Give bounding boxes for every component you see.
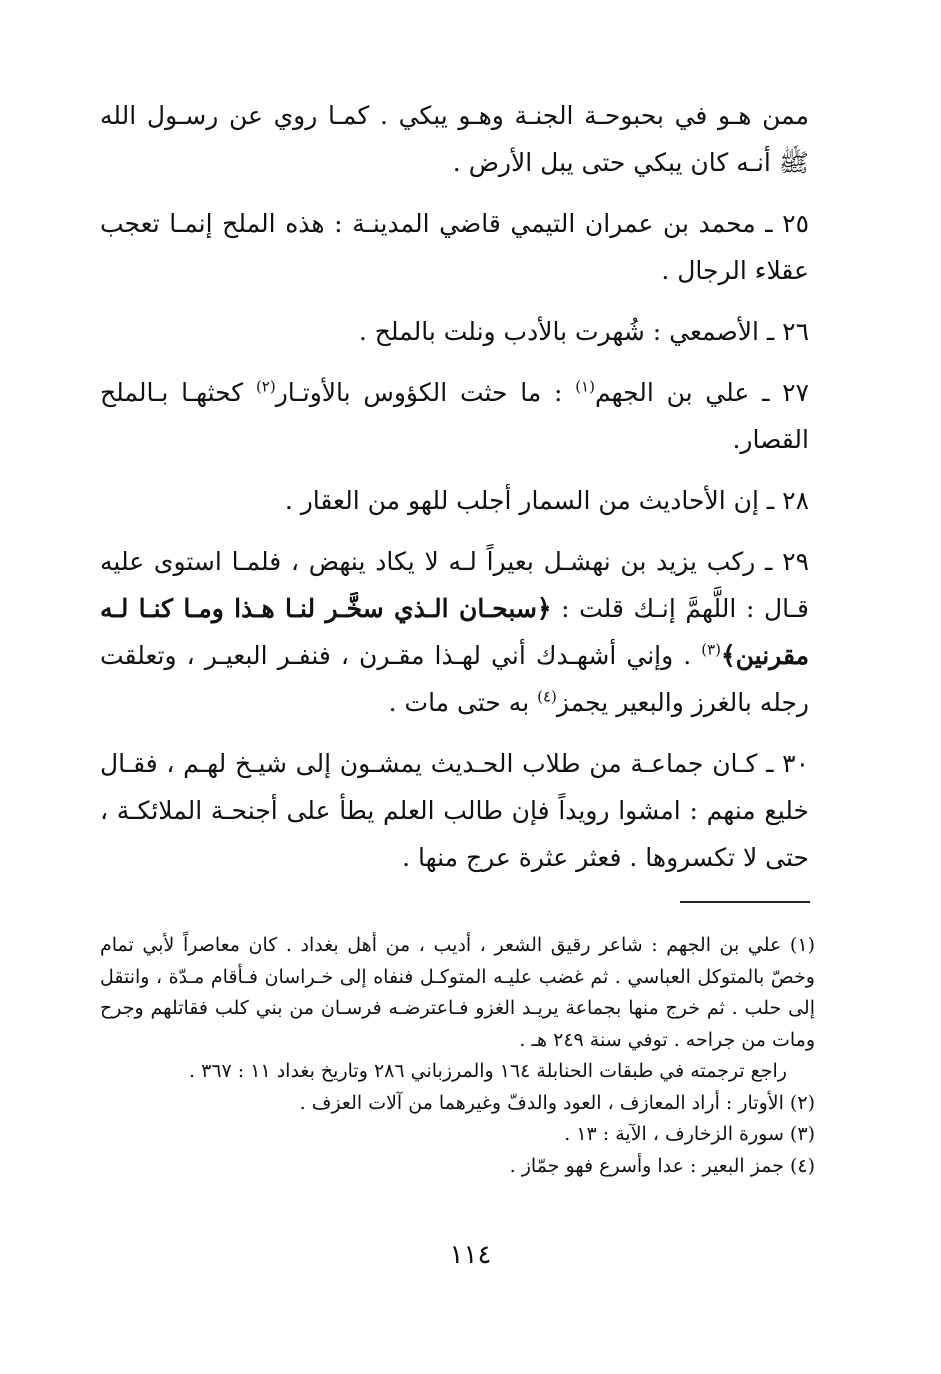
quran-verse: ﴿سبحـان الـذي سخَّـر لنـا هـذا ومـا كنـا لـه مقرنين﴾ (100, 594, 809, 670)
page-number: ١١٤ (449, 1240, 492, 1270)
footnote-ref-4[interactable]: (٤) (537, 687, 557, 706)
paragraph-continuation: ممن هـو في بحبوحـة الجنـة وهـو يبكي . كمـا روي عن رسـول الله ﷺ أنـه كان يبكي حتى يبل الأرض . (100, 101, 809, 177)
footnote-ref-3[interactable]: (٣) (701, 640, 721, 659)
footnotes (100, 930, 815, 1182)
main-text (100, 92, 809, 881)
paragraph-29-start: ٢٩ ـ ركب يزيد بن نهشـل بعيراً لـه لا يكاد ينهض ، فلمـا استوى عليه قـال : اللَّهمَّ إنـك قلت : (100, 547, 810, 623)
footnote-ref-2[interactable]: (٢) (255, 377, 276, 396)
footnote-separator (680, 901, 810, 903)
footnote-4: (٤) جمز البعير : عدا وأسرع فهو جمّاز . (509, 1154, 815, 1177)
paragraph-27 (100, 369, 809, 463)
footnote-1: (١) علي بن الجهم : شاعر رقيق الشعر ، أديب ، من أهل بغداد . كان معاصراً لأبي تمام وخصّ بالمتوكل العباسي . ثم غضب عليـه المتوكـل فنفاه إلى خـراسان فـأقام مـدّة ، وانتقل إلى حلب . ثم خرج منها بجماعة يريـد الغزو فـاعترضـه فرسـان من بني كلب فقاتلهم وجرح ومات من جراحه . توفي سنة ٢٤٩ هـ . (100, 934, 815, 1051)
paragraph-30: ٣٠ ـ كـان جماعـة من طلاب الحـديث يمشـون إلى شيـخ لهـم ، فقـال خليع منهم : امشوا رويداً فإن طالب العلم يطأ على أجنحـة الملائكـة ، حتى لا تكسروها . فعثر عثرة عرج منها . (100, 749, 809, 872)
footnote-1-reference: راجع ترجمته في طبقات الحنابلة ١٦٤ والمرزباني ٢٨٦ وتاريخ بغداد ١١ : ٣٦٧ . (189, 1060, 787, 1082)
paragraph-27-start: ٢٧ ـ علي بن الجهم (594, 378, 810, 407)
paragraph-26: ٢٦ ـ الأصمعي : شُهرت بالأدب ونلت بالملح . (358, 317, 809, 346)
paragraph-27-end: كحثهـا بـالملح القصار. (100, 378, 809, 454)
footnote-3: (٣) سورة الزخارف ، الآية : ١٣ . (564, 1123, 815, 1145)
paragraph-29-middle: . وإني أشهـدك أني لهـذا مقـرن ، فنفـر البعيـر ، وتعلقت رجله بالغرز والبعير يجمز (100, 641, 809, 717)
paragraph-28: ٢٨ ـ إن الأحاديث من السمار أجلب للهو من العقار . (284, 486, 809, 515)
paragraph-29-end: به حتى مات . (388, 688, 538, 717)
paragraph-29 (100, 538, 809, 726)
footnote-2: (٢) الأوتار : أراد المعازف ، العود والدفّ وغيرهما من آلات العزف . (299, 1091, 815, 1114)
footnote-ref-1[interactable]: (١) (575, 377, 595, 396)
paragraph-27-middle: : ما حثت الكؤوس بالأوتـار (275, 378, 576, 407)
paragraph-25: ٢٥ ـ محمد بن عمران التيمي قاضي المدينـة : هذه الملح إنمـا تعجب عقلاء الرجال . (100, 209, 809, 285)
